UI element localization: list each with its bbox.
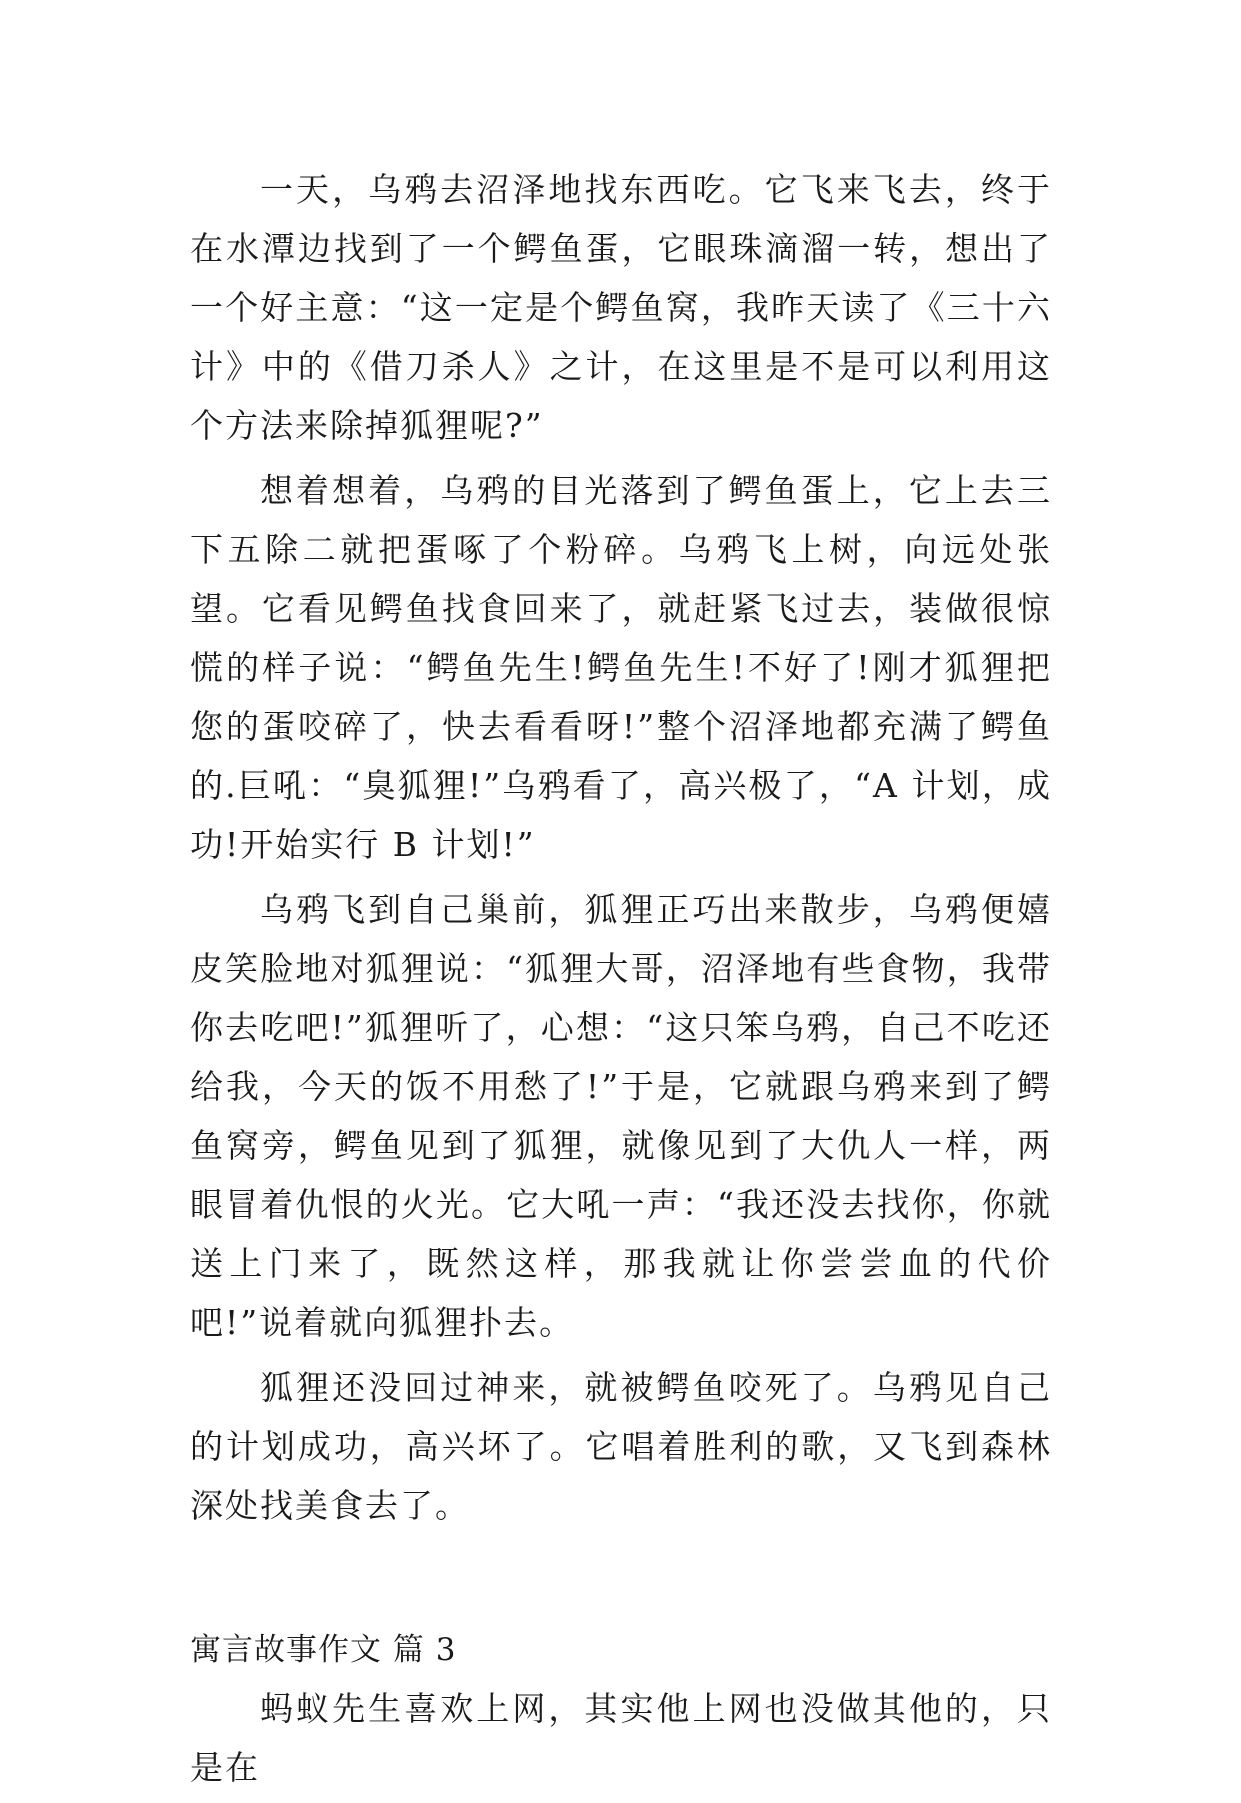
paragraph-ant-intro: 蚂蚁先生喜欢上网，其实他上网也没做其他的，只是在 — [190, 1689, 1052, 1787]
paragraph-crow-finds-egg: 一天，乌鸦去沼泽地找东西吃。它飞来飞去，终于在水潭边找到了一个鳄鱼蛋，它眼珠滴溜一转，想出了一个好主意：“这一定是个鳄鱼窝，我昨天读了《三十六计》中的《借刀杀人》之计，在这里是不是可以利用这个方法来除掉狐狸呢?” — [190, 170, 1052, 445]
document-body — [190, 160, 1052, 1803]
paragraph-fox-killed: 狐狸还没回过神来，就被鳄鱼咬死了。乌鸦见自己的计划成功，高兴坏了。它唱着胜利的歌，又飞到森林深处找美食去了。 — [190, 1368, 1052, 1525]
paragraph-crow-lures-fox: 乌鸦飞到自己巢前，狐狸正巧出来散步，乌鸦便嬉皮笑脸地对狐狸说：“狐狸大哥，沼泽地有些食物，我带你去吃吧!”狐狸听了，心想：“这只笨乌鸦，自己不吃还给我，今天的饭不用愁了!”于是，它就跟乌鸦来到了鳄鱼窝旁，鳄鱼见到了狐狸，就像见到了大仇人一样，两眼冒着仇恨的火光。它大吼一声：“我还没去找你，你就送上门来了，既然这样，那我就让你尝尝血的代价吧!”说着就向狐狸扑去。 — [190, 890, 1052, 1342]
section-heading: 寓言故事作文 篇 3 — [190, 1632, 457, 1668]
paragraph-crow-breaks-egg: 想着想着，乌鸦的目光落到了鳄鱼蛋上，它上去三下五除二就把蛋啄了个粉碎。乌鸦飞上树，向远处张望。它看见鳄鱼找食回来了，就赶紧飞过去，装做很惊慌的样子说：“鳄鱼先生!鳄鱼先生!不好了!刚才狐狸把您的蛋咬碎了，快去看看呀!”整个沼泽地都充满了鳄鱼的.巨吼：“臭狐狸!”乌鸦看了，高兴极了，“A 计划，成功!开始实行 B 计划!” — [190, 471, 1052, 864]
